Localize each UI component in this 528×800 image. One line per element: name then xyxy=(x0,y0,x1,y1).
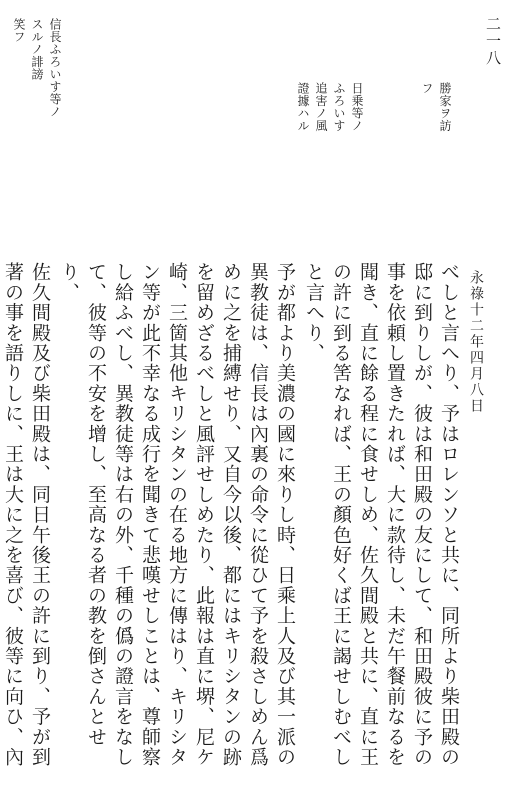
margin-note-upper-left-1: 笑フ xyxy=(12,18,26,43)
date-heading: 永祿十二年四月八日 xyxy=(468,270,484,414)
margin-note-upper-left-3: 信長ふろいす等ノ xyxy=(48,18,62,118)
paragraph-2: 予が都より美濃の國に來りし時、日乘上人及び其一派の異教徒は、信長は內裏の命令に從ひて予を殺さしめん爲めに之を捕縛せり、又自今以後、都にはキリシタンの跡を留めざるべしと風評せしめたり、此報は直に堺、尼ケ崎、三箇其他キリシタンの在る地方に傳はり、キリシタン等が此不幸なる成行を聞きて悲嘆せしことは、尊師察し給ふべし、異教徒等は右の外、千種の僞の證言をなして、彼等の不安を增し、至高なる者の教を倒さんとせり、 xyxy=(58,262,296,767)
margin-note-upper-mid-3: ふろいす xyxy=(332,82,346,132)
margin-note-upper-mid-4: 日乗等ノ xyxy=(350,82,364,132)
paragraph-3: 佐久間殿及び柴田殿は、同日午後王の許に到り、予が到著の事を語りしに、王は大に之を喜び、彼等に向ひ、內 xyxy=(2,262,51,767)
margin-note-upper-right-2: 勝家ヲ訪 xyxy=(438,82,452,132)
body-text xyxy=(2,262,462,782)
margin-note-upper-mid-2: 追害ノ風 xyxy=(314,82,328,132)
margin-note-upper-right-1: フ xyxy=(420,82,434,95)
margin-note-upper-mid-1: 證據ハル xyxy=(296,82,310,132)
page-number: 二一八 xyxy=(484,16,502,67)
paragraph-1: べしと言へり、予はロレンソと共に、同所より柴田殿の邸に到りしが、彼は和田殿の友にして、和田殿彼に予の事を依頼し置きたれば、大に款待し、未だ午餐前なるを聞き、直に餘る程に食せしめ、佐久間殿と共に、直に王の許に到る筈なれば、王の顏色好くば王に謁せしむべしと言へり、 xyxy=(303,262,460,767)
margin-note-upper-left-2: スルノ誹謗 xyxy=(30,18,44,81)
